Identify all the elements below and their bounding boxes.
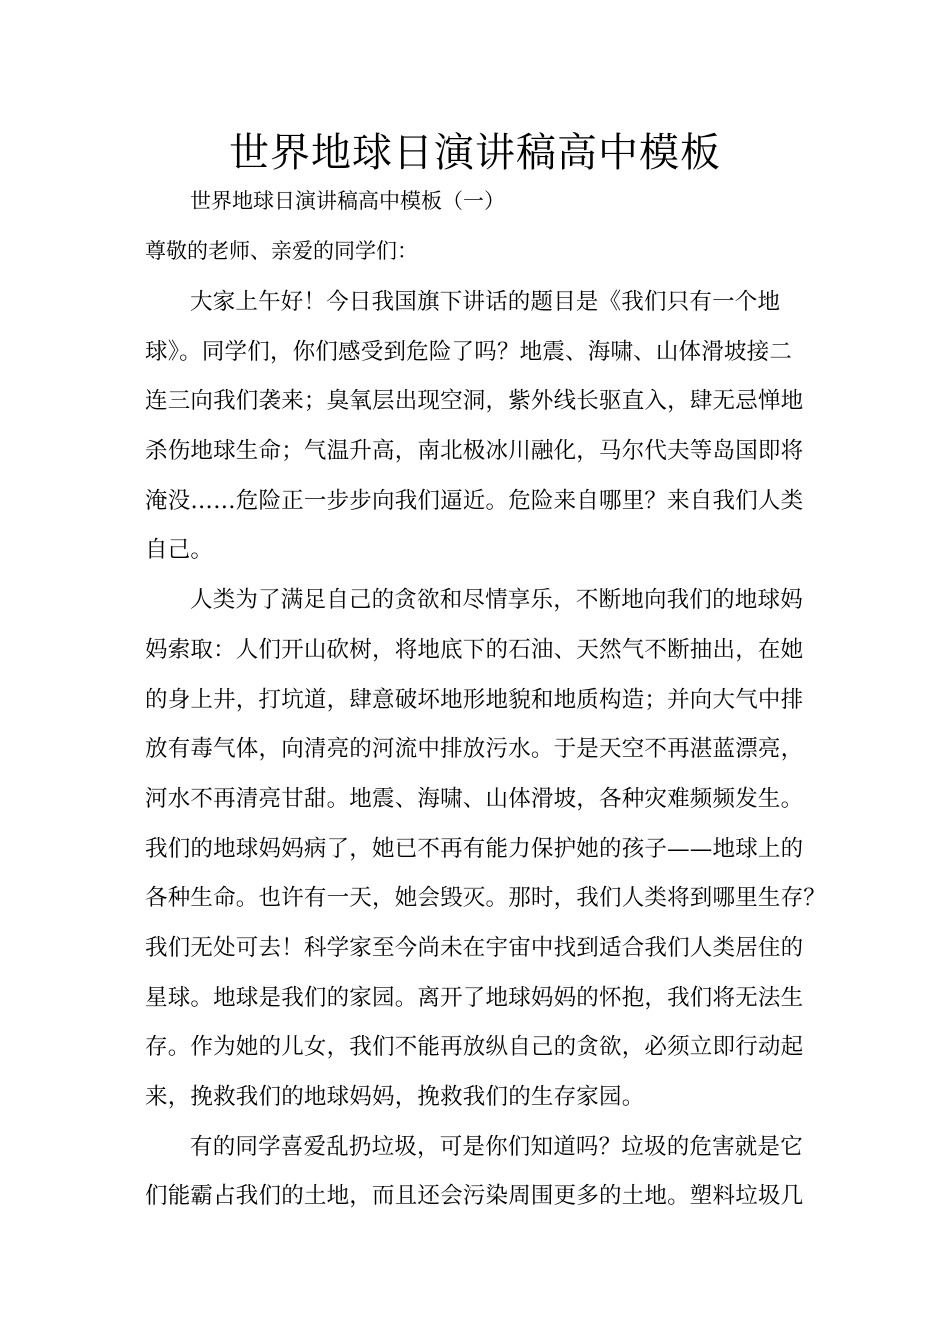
text-line: 大家上午好！今日我国旗下讲话的题目是《我们只有一个地 — [190, 289, 781, 315]
text-line: 们能霸占我们的土地，而且还会污染周围更多的土地。塑料垃圾几 — [145, 1183, 804, 1210]
document-body — [145, 282, 835, 1226]
text-line: 各种生命。也许有一天，她会毁灭。那时，我们人类将到哪里生存？ — [145, 885, 827, 912]
text-line: 淹没……危险正一步步向我们逼近。危险来自哪里？来自我们人类 — [145, 487, 804, 514]
text-line: 有的同学喜爱乱扔垃圾，可是你们知道吗？垃圾的危害就是它 — [190, 1133, 803, 1160]
text-line: 我们无处可去！科学家至今尚未在宇宙中找到适合我们人类居住的 — [145, 934, 804, 961]
text-line: 星球。地球是我们的家园。离开了地球妈妈的怀抱，我们将无法生 — [145, 984, 804, 1011]
text-line: 存。作为她的儿女，我们不能再放纵自己的贪欲，必须立即行动起 — [145, 1034, 804, 1061]
text-line: 连三向我们袭来；臭氧层出现空洞，紫外线长驱直入，肆无忌惮地 — [145, 388, 804, 415]
text-line: 河水不再清亮甘甜。地震、海啸、山体滑坡，各种灾难频频发生。 — [145, 785, 804, 812]
document-subtitle: 世界地球日演讲稿高中模板（一） — [190, 189, 505, 213]
document-title: 世界地球日演讲稿高中模板 — [229, 130, 721, 176]
text-line: 人类为了满足自己的贪欲和尽情享乐，不断地向我们的地球妈 — [190, 587, 803, 614]
salutation: 尊敬的老师、亲爱的同学们： — [145, 239, 418, 263]
text-line: 来，挽救我们的地球妈妈，挽救我们的生存家园。 — [145, 1084, 645, 1110]
text-line: 的身上井，打坑道，肆意破坏地形地貌和地质构造；并向大气中排 — [145, 686, 804, 713]
text-line: 自己。 — [145, 537, 214, 564]
text-line: 杀伤地球生命；气温升高，南北极冰川融化，马尔代夫等岛国即将 — [145, 438, 804, 465]
text-line: 球》。同学们，你们感受到危险了吗？地震、海啸、山体滑坡接二 — [145, 338, 793, 365]
text-line: 放有毒气体，向清亮的河流中排放污水。于是天空不再湛蓝漂亮， — [145, 736, 804, 763]
text-line: 妈索取：人们开山砍树，将地底下的石油、天然气不断抽出，在她 — [145, 636, 804, 663]
text-line: 我们的地球妈妈病了，她已不再有能力保护她的孩子——地球上的 — [145, 835, 804, 862]
